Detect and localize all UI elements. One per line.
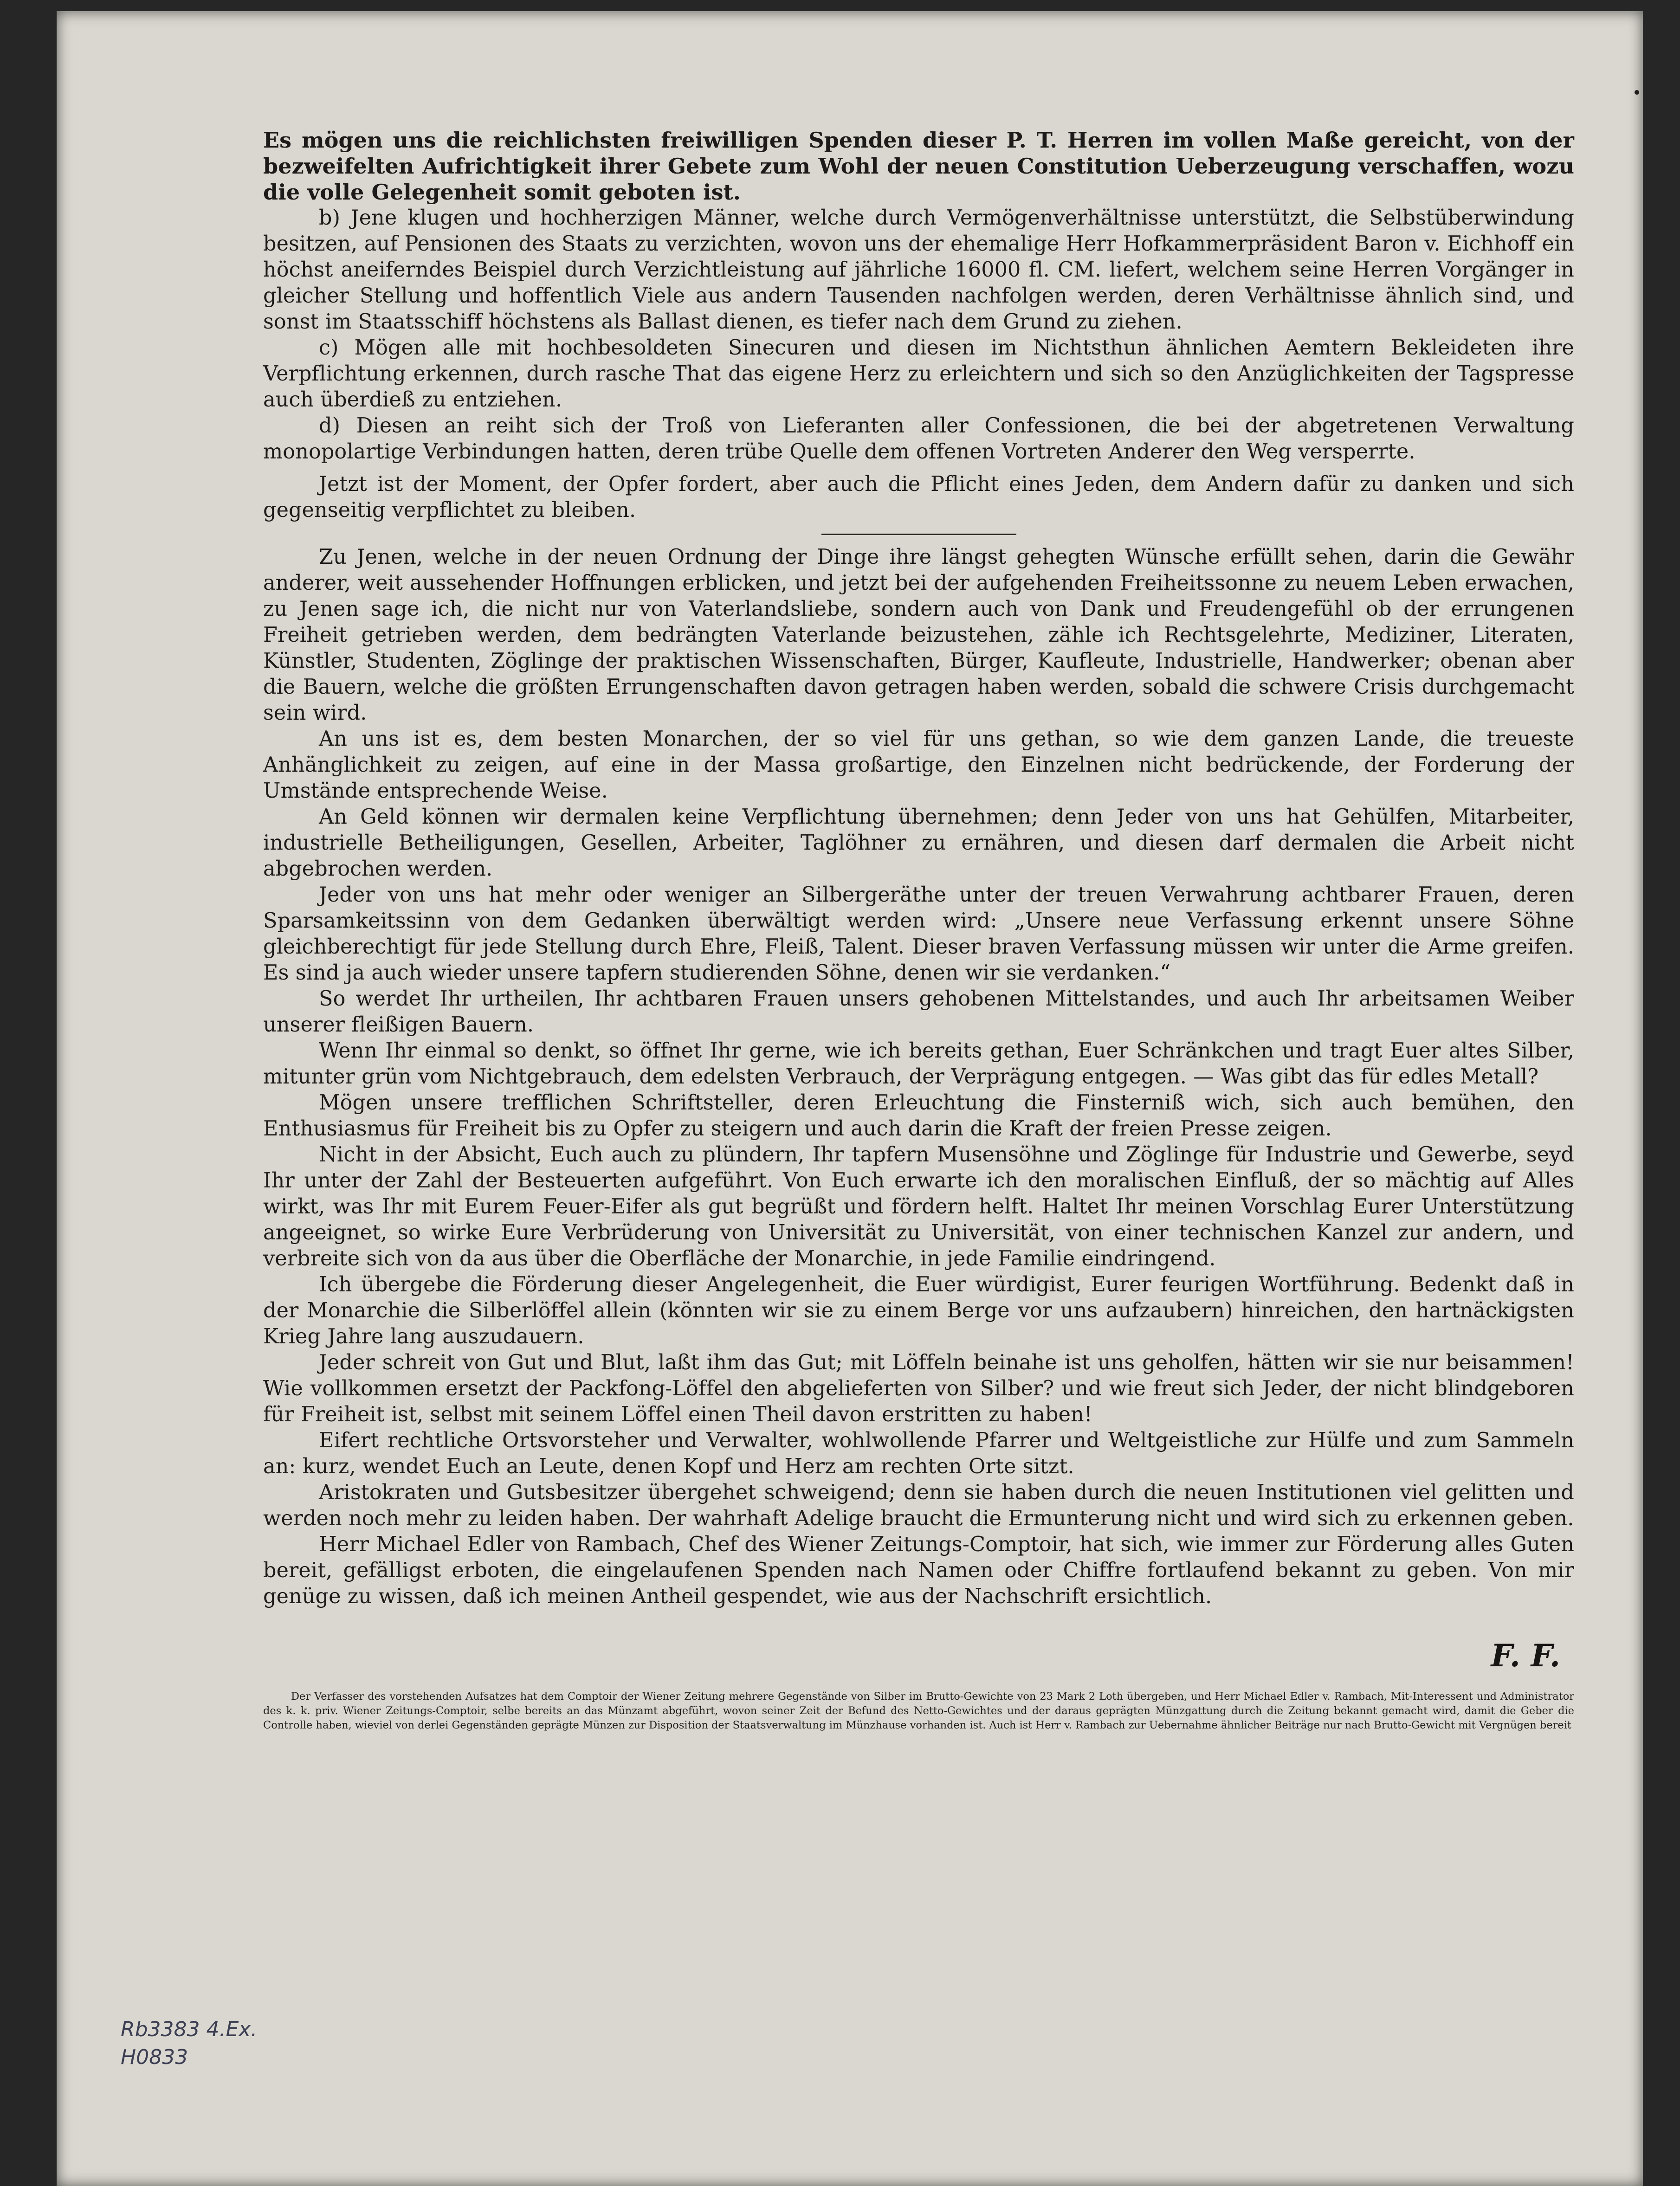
paragraph-geld: An Geld können wir dermalen keine Verpflichtung übernehmen; denn Jeder von uns hat Gehülfen, Mitarbeiter, industrielle Betheiligungen, Gesellen, Arbeiter, Taglöhner zu ernähren, und diesen darf dermalen die Arbeit nicht abgebrochen werden. — [263, 805, 1574, 881]
paragraph-d: d) Diesen an reiht sich der Troß von Lieferanten aller Confessionen, die bei der abgetretenen Verwaltung monopolartige Verbindungen hatten, deren trübe Quelle dem offenen Vortreten Anderer den Weg versperrte. — [263, 414, 1574, 464]
shelfmark-line-2: H0833 — [121, 2045, 188, 2069]
paragraph-aristokraten: Aristokraten und Gutsbesitzer übergehet schweigend; denn sie haben durch die neuen Institutionen viel gelitten und werden noch mehr zu leiden haben. Der wahrhaft Adelige braucht die Ermunterung nicht und wird sich zu erkennen geben. — [263, 1481, 1574, 1530]
paragraph-schraenkchen: Wenn Ihr einmal so denkt, so öffnet Ihr gerne, wie ich bereits gethan, Euer Schränkchen und tragt Euer altes Silber, mitunter grün vom Nichtgebrauch, dem edelsten Verbrauch, der Verprägung entgegen. — Was gibt das für edles Metall? — [263, 1039, 1574, 1089]
paragraph-b: b) Jene klugen und hochherzigen Männer, welche durch Vermögenverhältnisse unterstützt, die Selbstüberwindung besitzen, auf Pensionen des Staats zu verzichten, wovon uns der ehemalige Herr Hofkammerpräsident Baron v. Eichhoff ein höchst aneiferndes Beispiel durch Verzichtleistung auf jährliche 16000 fl. CM. liefert, welchem seine Herren Vorgänger in gleicher Stellung und hoffentlich Viele aus andern Tausenden nachfolgen werden, deren Verhältnisse ähnlich sind, und sonst im Staatsschiff höchstens als Ballast dienen, es tiefer nach dem Grund zu ziehen. — [263, 206, 1574, 334]
paragraph-rambach: Herr Michael Edler von Rambach, Chef des Wiener Zeitungs-Comptoir, hat sich, wie immer zur Förderung alles Guten bereit, gefälligst erboten, die eingelaufenen Spenden nach Namen oder Chiffre fortlaufend bekannt zu geben. Von mir genüge zu wissen, daß ich meinen Antheil gespendet, wie aus der Nachschrift ersichtlich. — [263, 1533, 1574, 1608]
paragraph-silbergeraethe: Jeder von uns hat mehr oder weniger an Silbergeräthe unter der treuen Verwahrung achtbarer Frauen, deren Sparsamkeitssinn von dem Gedanken überwältigt werden wird: „Unsere neue Verfassung erkennt unsere Söhne gleichberechtigt für jede Stellung durch Ehre, Fleiß, Talent. Dieser braven Verfassung müssen wir unter die Arme greifen. Es sind ja auch wieder unsere tapfern studierenden Söhne, denen wir sie verdanken.“ — [263, 883, 1574, 985]
paragraph-loeffel: Jeder schreit von Gut und Blut, laßt ihm das Gut; mit Löffeln beinahe ist uns geholfen, hätten wir sie nur beisammen! Wie vollkommen ersetzt der Packfong-Löffel den abgelieferten von Silber? und wie freut sich Jeder, der nicht blindgeboren für Freiheit ist, selbst mit seinem Löffel einen Theil davon erstritten zu haben! — [263, 1351, 1574, 1426]
ink-spot — [1635, 90, 1639, 95]
paragraph-c: c) Mögen alle mit hochbesoldeten Sinecuren und diesen im Nichtsthun ähnlichen Aemtern Bekleideten ihre Verpflichtung erkennen, durch rasche That das eigene Herz zu erleichtern und sich so den Anzüglichkeiten der Tagspresse auch überdieß zu entziehen. — [263, 336, 1574, 412]
paragraph-zu-jenen: Zu Jenen, welche in der neuen Ordnung der Dinge ihre längst gehegten Wünsche erfüllt sehen, darin die Gewähr anderer, weit aussehender Hoffnungen erblicken, und jetzt bei der aufgehenden Freiheitssonne zu neuem Leben erwachen, zu Jenen sage ich, die nicht nur von Vaterlandsliebe, sondern auch von Dank und Freudengefühl ob der errungenen Freiheit getrieben werden, dem bedrängten Vaterlande beizustehen, zähle ich Rechtsgelehrte, Mediziner, Literaten, Künstler, Studenten, Zöglinge der praktischen Wissenschaften, Bürger, Kaufleute, Industrielle, Handwerker; obenan aber die Bauern, welche die größten Errungenschaften davon getragen haben werden, sobald die schwere Crisis durchgemacht sein wird. — [263, 545, 1574, 725]
paragraph-opening: Es mögen uns die reichlichsten freiwilligen Spenden dieser P. T. Herren im vollen Maße gereicht, von der bezweifelten Aufrichtigkeit ihrer Gebete zum Wohl der neuen Constitution Ueberzeugung verschaffen, wozu die volle Gelegenheit somit geboten ist. — [263, 128, 1574, 205]
paragraph-musensoehne: Nicht in der Absicht, Euch auch zu plündern, Ihr tapfern Musensöhne und Zöglinge für Industrie und Gewerbe, seyd Ihr unter der Zahl der Besteuerten aufgeführt. Von Euch erwarte ich den moralischen Einfluß, der so mächtig auf Alles wirkt, was Ihr mit Eurem Feuer-Eifer als gut begrüßt und fördern helft. Haltet Ihr meinen Vorschlag Eurer Unterstützung angeeignet, so wirke Eure Verbrüderung von Universität zu Universität, von einer technischen Kanzel zur andern, und verbreite sich von da aus über die Oberfläche der Monarchie, in jede Familie eindringend. — [263, 1143, 1574, 1270]
footnote: Der Verfasser des vorstehenden Aufsatzes hat dem Comptoir der Wiener Zeitung mehrere Gegenstände von Silber im Brutto-Gewichte von 23 Mark 2 Loth übergeben, und Herr Michael Edler v. Rambach, Mit-Interessent und Administrator des k. k. priv. Wiener Zeitungs-Comptoir, selbe bereits an das Münzamt abgeführt, wovon seiner Zeit der Befund des Netto-Gewichtes und der daraus geprägten Münzgattung durch die Zeitung bekannt gemacht wird, damit die Geber die Controlle haben, wieviel von derlei Gegenständen geprägte Münzen zur Disposition der Staatsverwaltung im Münzhause vorhanden ist. Auch ist Herr v. Rambach zur Uebernahme ähnlicher Beiträge nur nach Brutto-Gewicht mit Vergnügen bereit — [263, 1690, 1574, 1731]
paragraph-ortsvorsteher: Eifert rechtliche Ortsvorsteher und Verwalter, wohlwollende Pfarrer und Weltgeistliche zur Hülfe und zum Sammeln an: kurz, wendet Euch an Leute, denen Kopf und Herz am rechten Orte sitzt. — [263, 1429, 1574, 1478]
archive-shelfmark — [121, 2016, 257, 2071]
shelfmark-line-1: Rb3383 4.Ex. — [121, 2018, 258, 2041]
paragraph-foerderung: Ich übergebe die Förderung dieser Angelegenheit, die Euer würdigist, Eurer feurigen Wortführung. Bedenkt daß in der Monarchie die Silberlöffel allein (könnten wir sie zu einem Berge vor uns aufzaubern) hinreichen, den hartnäckigsten Krieg Jahre lang auszudauern. — [263, 1273, 1574, 1348]
section-divider — [821, 534, 1016, 535]
paragraph-frauen: So werdet Ihr urtheilen, Ihr achtbaren Frauen unsers gehobenen Mittelstandes, und auch Ihr arbeitsamen Weiber unserer fleißigen Bauern. — [263, 987, 1574, 1037]
paragraph-monarch: An uns ist es, dem besten Monarchen, der so viel für uns gethan, so wie dem ganzen Lande, die treueste Anhänglichkeit zu zeigen, auf eine in der Massa großartige, den Einzelnen nicht bedrückende, der Forderung der Umstände entsprechende Weise. — [263, 727, 1574, 803]
document-page — [57, 11, 1643, 2186]
signature: F. F. — [1491, 1638, 1560, 1674]
paragraph-moment: Jetzt ist der Moment, der Opfer fordert, aber auch die Pflicht eines Jeden, dem Andern dafür zu danken und sich gegenseitig verpflichtet zu bleiben. — [263, 472, 1574, 522]
paragraph-schriftsteller: Mögen unsere trefflichen Schriftsteller, deren Erleuchtung die Finsterniß wich, sich auch bemühen, den Enthusiasmus für Freiheit bis zu Opfer zu steigern und auch darin die Kraft der freien Presse zeigen. — [263, 1091, 1574, 1141]
document-body — [263, 127, 1574, 1743]
